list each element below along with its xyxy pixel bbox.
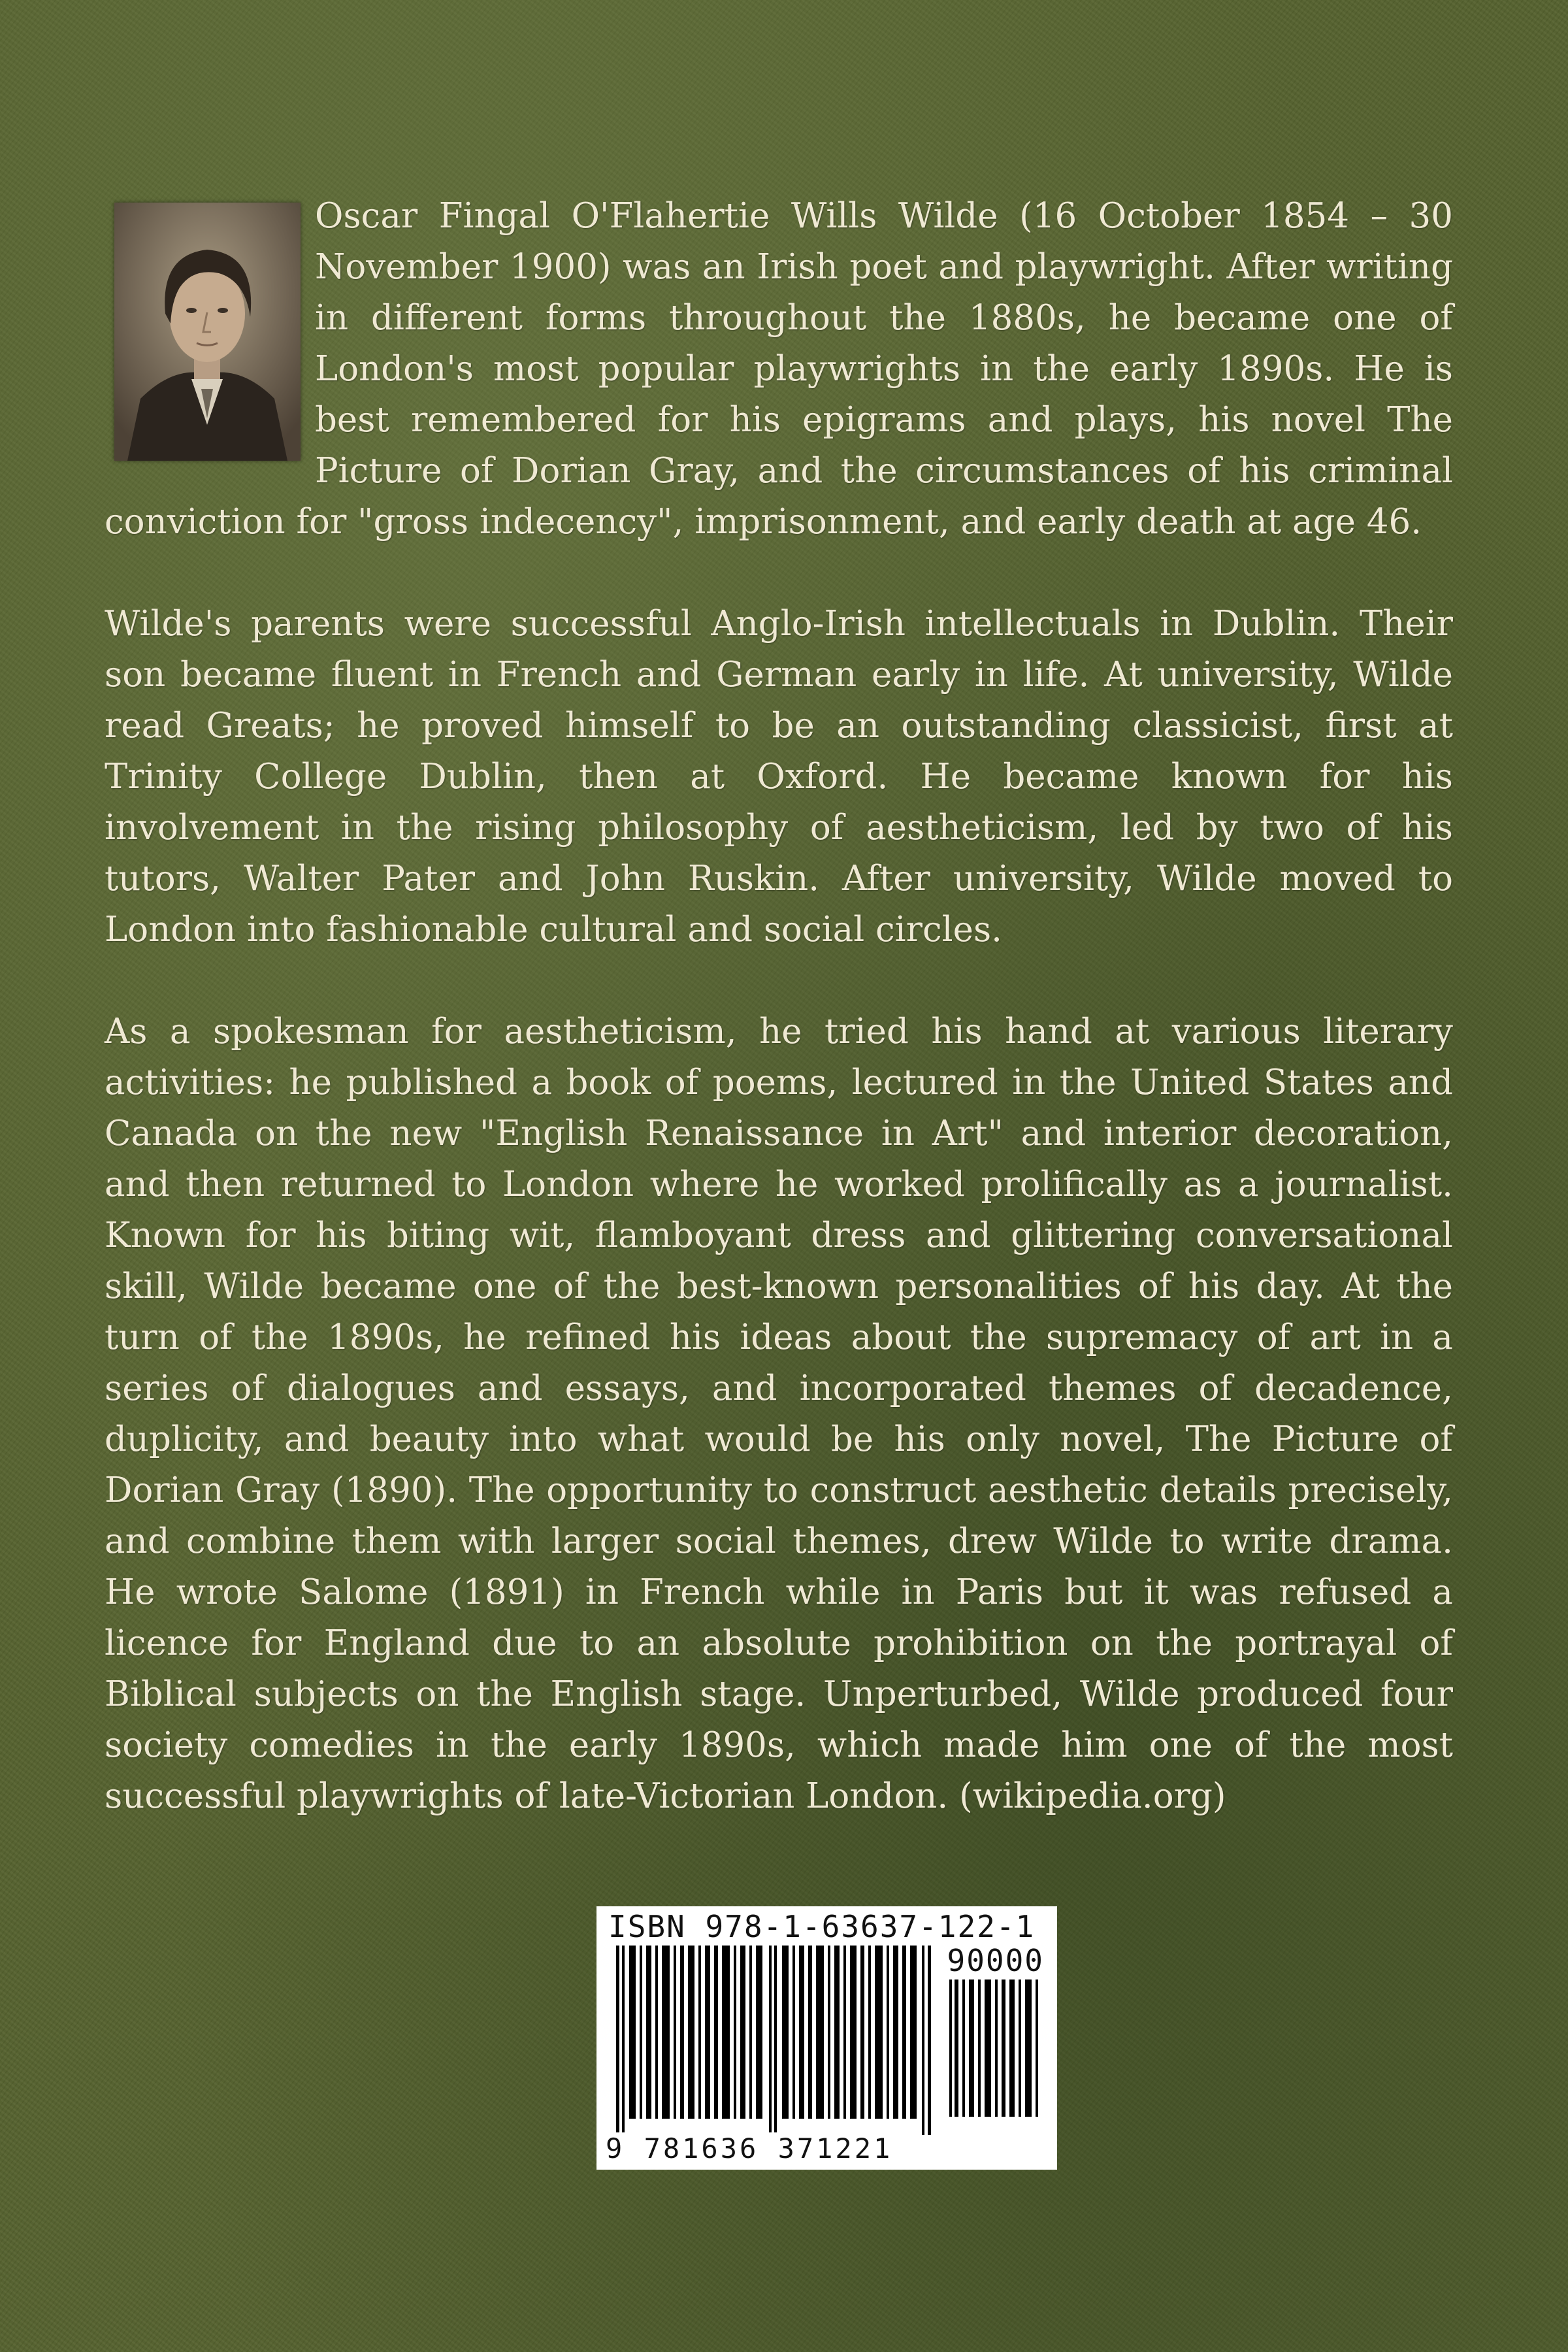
barcode-digits: 9 781636 371221 [603, 2132, 895, 2164]
bio-paragraph-1-text: Oscar Fingal O'Flahertie Wills Wilde (16 October 1854 – 30 November 1900) was an Irish poet and playwright. After writing in different forms throughout the 1880s, he became one of London's most popular playwrights in the early 1890s. He is best remembered for his epigrams and plays, his novel The Picture of Dorian Gray, and the circumstances of his criminal conviction for "gross indecency", imprisonment, and early death at age 46. [105, 196, 1453, 542]
price-code: 90000 [947, 1943, 1044, 1978]
barcode-bars [616, 1946, 936, 2135]
bio-paragraph-2: Wilde's parents were successful Anglo-Irish intellectuals in Dublin. Their son became fluent in French and German early in life. At university, Wilde read Greats; he proved himself to be an outstanding classicist, first at Trinity College Dublin, then at Oxford. He became known for his involvement in the rising philosophy of aestheticism, led by two of his tutors, Walter Pater and John Ruskin. After university, Wilde moved to London into fashionable cultural and social circles. [105, 604, 1453, 950]
bio-paragraph-1 [105, 191, 1453, 548]
bio-paragraph-3: As a spokesman for aestheticism, he tried his hand at various literary activities: he published a book of poems, lectured in the United States and Canada on the new "English Renaissance in Art" and interior decoration, and then returned to London where he worked prolifically as a journalist. Known for his biting wit, flamboyant dress and glittering conversational skill, Wilde became one of the best-known personalities of his day. At the turn of the 1890s, he refined his ideas about the supremacy of art in a series of dialogues and essays, and incorporated themes of decadence, duplicity, and beauty into what would be his only novel, The Picture of Dorian Gray (1890). The opportunity to construct aesthetic details precisely, and combine them with larger social themes, drew Wilde to write drama. He wrote Salome (1891) in French while in Paris but it was refused a licence for England due to an absolute prohibition on the portrayal of Biblical subjects on the English stage. Unperturbed, Wilde produced four society comedies in the early 1890s, which made him one of the most successful playwrights of late-Victorian London. (wikipedia.org) [105, 1012, 1453, 1816]
isbn-barcode [596, 1906, 1057, 2170]
isbn-label: ISBN 978-1-63637-122-1 [608, 1909, 1036, 1944]
author-portrait [114, 203, 301, 461]
author-biography [105, 191, 1453, 1873]
addon-barcode-bars [949, 1979, 1041, 2117]
